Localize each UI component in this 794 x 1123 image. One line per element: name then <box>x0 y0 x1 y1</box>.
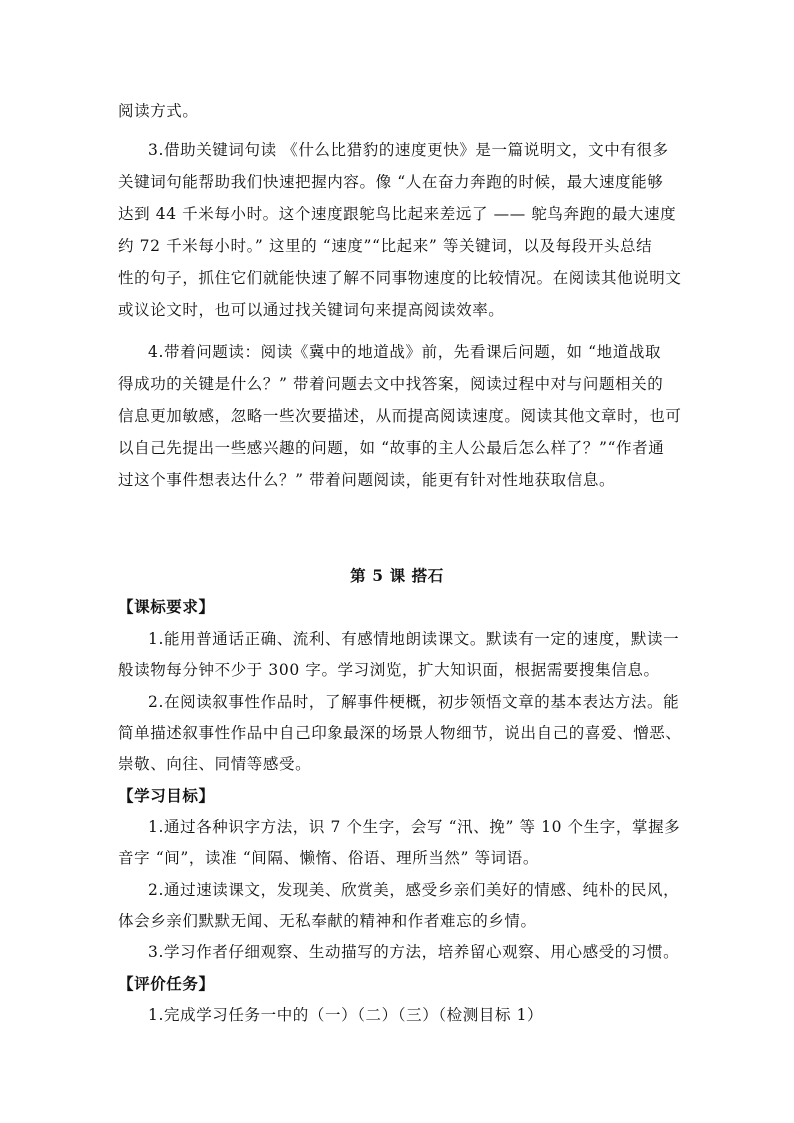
goals-heading: 【学习目标】 <box>118 786 215 805</box>
text-line: 或议论文时，也可以通过找关键词句来提高阅读效率。 <box>118 301 505 319</box>
text-line: 性的句子，抓住它们就能快速了解不同事物速度的比较情况。在阅读其他说明文 <box>118 269 682 287</box>
text-line: 以自己先提出一些感兴趣的问题，如 “故事的主人公最后怎么样了？”“作者通 <box>118 439 665 457</box>
text-line: 阅读方式。 <box>118 102 199 120</box>
standards-line: 简单描述叙事性作品中自己印象最深的场景人物细节，说出自己的喜爱、憎恶、 <box>118 724 682 742</box>
goals-line: 1.通过各种识字方法，识 7 个生字，会写 “汛、挽” 等 10 个生字，掌握多 <box>148 818 681 836</box>
standards-line: 1.能用普通话正确、流利、有感情地朗读课文。默读有一定的速度，默读一 <box>148 630 680 648</box>
paragraph-4-line: 4.带着问题读：阅读《冀中的地道战》前，先看课后问题，如 “地道战取 <box>148 343 662 361</box>
text-line: 得成功的关键是什么？” 带着问题去文中找答案，阅读过程中对与问题相关的 <box>118 375 664 393</box>
text-line: 关键词句能帮助我们快速把握内容。像 “人在奋力奔跑的时候，最大速度能够 <box>118 173 664 191</box>
text-line: 约 72 千米每小时。” 这里的 “速度”“比起来” 等关键词，以及每段开头总结 <box>118 237 653 255</box>
goals-line: 音字 “间”，读准 “间隔、懒惰、俗语、理所当然” 等词语。 <box>118 849 539 867</box>
standards-line: 2.在阅读叙事性作品时，了解事件梗概，初步领悟文章的基本表达方法。能 <box>148 693 680 711</box>
goals-line: 2.通过速读课文，发现美、欣赏美，感受乡亲们美好的情感、纯朴的民风， <box>148 881 680 899</box>
lesson-title: 第 5 课 搭石 <box>350 566 444 585</box>
tasks-line: 1.完成学习任务一中的（一）（二）（三）（检测目标 1） <box>148 1006 544 1024</box>
paragraph-3-line: 3.借助关键词句读 《什么比猎豹的速度更快》是一篇说明文，文中有很多 <box>148 141 669 159</box>
text-line: 信息更加敏感，忽略一些次要描述，从而提高阅读速度。阅读其他文章时，也可 <box>118 407 682 425</box>
text-line: 达到 44 千米每小时。这个速度跟鸵鸟比起来差远了 —— 鸵鸟奔跑的最大速度 <box>118 205 677 223</box>
standards-line: 般读物每分钟不少于 300 字。学习浏览，扩大知识面，根据需要搜集信息。 <box>118 661 660 679</box>
goals-line: 3.学习作者仔细观察、生动描写的方法，培养留心观察、用心感受的习惯。 <box>148 943 680 961</box>
text-line: 过这个事件想表达什么？” 带着问题阅读，能更有针对性地获取信息。 <box>118 471 616 489</box>
standards-heading: 【课标要求】 <box>118 597 215 616</box>
goals-line: 体会乡亲们默默无闻、无私奉献的精神和作者难忘的乡情。 <box>118 912 537 930</box>
tasks-heading: 【评价任务】 <box>118 974 215 993</box>
standards-line: 崇敬、向往、同情等感受。 <box>118 755 312 773</box>
